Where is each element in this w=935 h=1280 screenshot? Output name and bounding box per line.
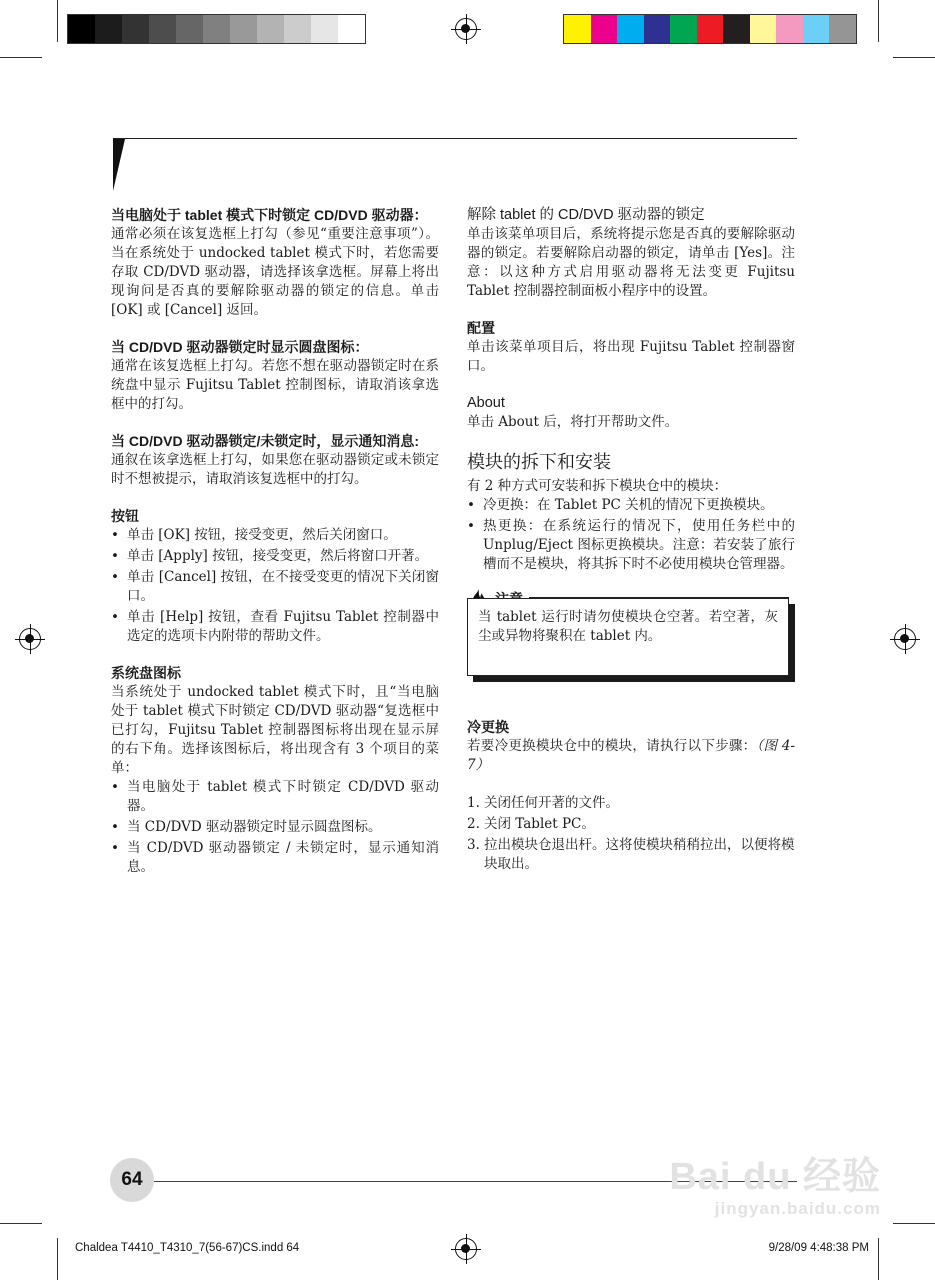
section-heading: 配置 <box>467 320 495 336</box>
color-swatch <box>564 15 591 43</box>
list-item: • 单击 [Help] 按钮，查看 Fujitsu Tablet 控制器中选定的选项卡内附带的帮助文件。 <box>111 608 439 646</box>
crop-mark <box>878 1238 879 1280</box>
numbered-list <box>467 794 795 874</box>
gray-swatch <box>68 15 95 43</box>
section-configure <box>467 319 795 376</box>
crop-mark <box>57 0 58 42</box>
page-number: 64 <box>110 1158 154 1202</box>
section-lock-drive <box>111 206 439 320</box>
crop-mark <box>0 57 42 58</box>
gray-swatch <box>257 15 284 43</box>
gray-swatch <box>176 15 203 43</box>
caution-body: 当 tablet 运行时请勿使模块仓空著。若空著，灰尘或异物将聚积在 tablet 内。 <box>478 609 778 644</box>
gray-swatch <box>284 15 311 43</box>
gray-swatch <box>122 15 149 43</box>
section-heading: 冷更换 <box>467 719 509 735</box>
gray-swatch <box>230 15 257 43</box>
section-body: 通常在该复选框上打勾。若您不想在驱动器锁定时在系统盘中显示 Fujitsu Tablet 控制图标，请取消该拿选框中的打勾。 <box>111 358 439 412</box>
registration-mark-icon <box>455 18 477 40</box>
registration-mark-icon <box>455 1238 477 1260</box>
color-swatch <box>591 15 618 43</box>
section-body: 通常必须在该复选框上打勾（参见“重要注意事项”）。当在系统处于 undocked tablet 模式下时，若您需要存取 CD/DVD 驱动器，请选择该拿选框。屏幕上将出现询问是否真的要解除驱动器的锁定的信息。单击 [OK] 或 [Cancel] 返回。 <box>111 226 439 318</box>
list-item: • 当电脑处于 tablet 模式下时锁定 CD/DVD 驱动器。 <box>111 778 439 816</box>
gray-swatch <box>311 15 338 43</box>
section-heading: 当 CD/DVD 驱动器锁定时显示圆盘图标： <box>111 339 369 355</box>
gray-swatch <box>203 15 230 43</box>
list-item: • 冷更换：在 Tablet PC 关机的情况下更换模块。 <box>467 496 795 515</box>
gray-swatch <box>149 15 176 43</box>
caution-box <box>467 588 795 700</box>
slug-filename: Chaldea T4410_T4310_7(56-67)CS.indd 64 <box>75 1242 300 1254</box>
registration-mark-icon <box>19 628 41 650</box>
list-item: • 单击 [Cancel] 按钮，在不接受变更的情况下关闭窗口。 <box>111 568 439 606</box>
figure-reference: （图 4-7） <box>467 738 795 773</box>
section-unlock-drive <box>467 206 795 301</box>
crop-mark <box>893 1223 935 1224</box>
list-item: • 热更换：在系统运行的情况下，使用任务栏中的 Unplug/Eject 图标更换模块。注意：若安装了旅行槽而不是模块，将其拆下时不必使用模块仓管理器。 <box>467 517 795 574</box>
section-heading: About <box>467 395 505 411</box>
list-item: • 单击 [Apply] 按钮，接受变更，然后将窗口开著。 <box>111 547 439 566</box>
crop-mark <box>893 57 935 58</box>
crop-mark <box>57 1238 58 1280</box>
watermark <box>669 1155 881 1219</box>
step-text: 关闭任何开著的文件。 <box>484 795 619 811</box>
crop-mark <box>0 1223 42 1224</box>
grayscale-calibration-bar <box>67 14 366 44</box>
list-item <box>467 836 795 874</box>
watermark-url: jingyan.baidu.com <box>714 1199 881 1218</box>
color-swatch <box>670 15 697 43</box>
step-text: 关闭 Tablet PC。 <box>484 816 595 832</box>
color-swatch <box>644 15 671 43</box>
color-swatch <box>617 15 644 43</box>
section-body: 单击该菜单项目后，将出现 Fujitsu Tablet 控制器窗口。 <box>467 339 795 374</box>
list-item: • 当 CD/DVD 驱动器锁定时显示圆盘图标。 <box>111 818 439 837</box>
color-swatch <box>697 15 724 43</box>
left-column <box>111 206 439 895</box>
section-show-disc-icon <box>111 338 439 414</box>
section-about <box>467 394 795 432</box>
section-tray-icon <box>111 664 439 877</box>
list-item: • 当 CD/DVD 驱动器锁定 / 未锁定时，显示通知消息。 <box>111 839 439 877</box>
chapter-heading: 模块的拆下和安装 <box>467 452 611 472</box>
section-heading: 解除 tablet 的 CD/DVD 驱动器的锁定 <box>467 207 705 223</box>
header-tab-marker <box>113 139 125 191</box>
bullet-list <box>467 496 795 574</box>
step-number: 3. <box>467 837 480 853</box>
step-number: 2. <box>467 816 480 832</box>
section-cold-swap <box>467 718 795 874</box>
color-swatch <box>803 15 830 43</box>
color-calibration-bar <box>563 14 857 44</box>
section-module-swap <box>467 450 795 574</box>
registration-mark-icon <box>894 628 916 650</box>
section-body: 单击该菜单项目后，系统将提示您是否真的要解除驱动器的锁定。若要解除启动器的锁定，请单击 [Yes]。注意：以这种方式启用驱动器将无法变更 Fujitsu Tablet 控制器控制面板小程序中的设置。 <box>467 226 795 299</box>
color-swatch <box>750 15 777 43</box>
watermark-logo: Bai du 经验 <box>669 1156 881 1198</box>
section-notify-message <box>111 432 439 489</box>
section-body <box>467 737 795 775</box>
section-body: 当系统处于 undocked tablet 模式下时，且“当电脑处于 tablet 模式下时锁定 CD/DVD 驱动器“复选框中已打勾，Fujitsu Tablet 控制器图标将出现在显示屏的右下角。选择该图标后，将出现含有 3 个项目的菜单： <box>111 684 439 776</box>
list-item <box>467 815 795 834</box>
gray-swatch <box>95 15 122 43</box>
body-text: 若要冷更换模块仓中的模块，请执行以下步骤： <box>467 738 757 754</box>
step-number: 1. <box>467 795 480 811</box>
section-buttons <box>111 507 439 646</box>
crop-mark <box>878 0 879 42</box>
gray-swatch <box>338 15 365 43</box>
bullet-list <box>111 778 439 877</box>
right-column <box>467 206 795 892</box>
slug-timestamp: 9/28/09 4:48:38 PM <box>768 1242 869 1254</box>
color-swatch <box>776 15 803 43</box>
section-heading: 当 CD/DVD 驱动器锁定/未锁定时，显示通知消息: <box>111 433 419 449</box>
section-heading: 系统盘图标 <box>111 665 181 681</box>
list-item <box>467 794 795 813</box>
color-swatch <box>829 15 856 43</box>
section-heading: 当电脑处于 tablet 模式下时锁定 CD/DVD 驱动器： <box>111 207 428 223</box>
section-body: 单击 About 后，将打开帮助文件。 <box>467 414 679 430</box>
section-body: 有 2 种方式可安装和拆下模块仓中的模块： <box>467 478 728 494</box>
caution-body-box <box>467 598 789 676</box>
section-body: 通叙在该拿选框上打勾，如果您在驱动器锁定或未锁定时不想被提示，请取消该复选框中的打勾。 <box>111 452 439 487</box>
bullet-list <box>111 526 439 646</box>
step-text: 拉出模块仓退出杆。这将使模块稍稍拉出，以便将模块取出。 <box>484 837 795 872</box>
header-rule <box>113 138 797 139</box>
color-swatch <box>723 15 750 43</box>
section-heading: 按钮 <box>111 508 139 524</box>
list-item: • 单击 [OK] 按钮，接受变更，然后关闭窗口。 <box>111 526 439 545</box>
